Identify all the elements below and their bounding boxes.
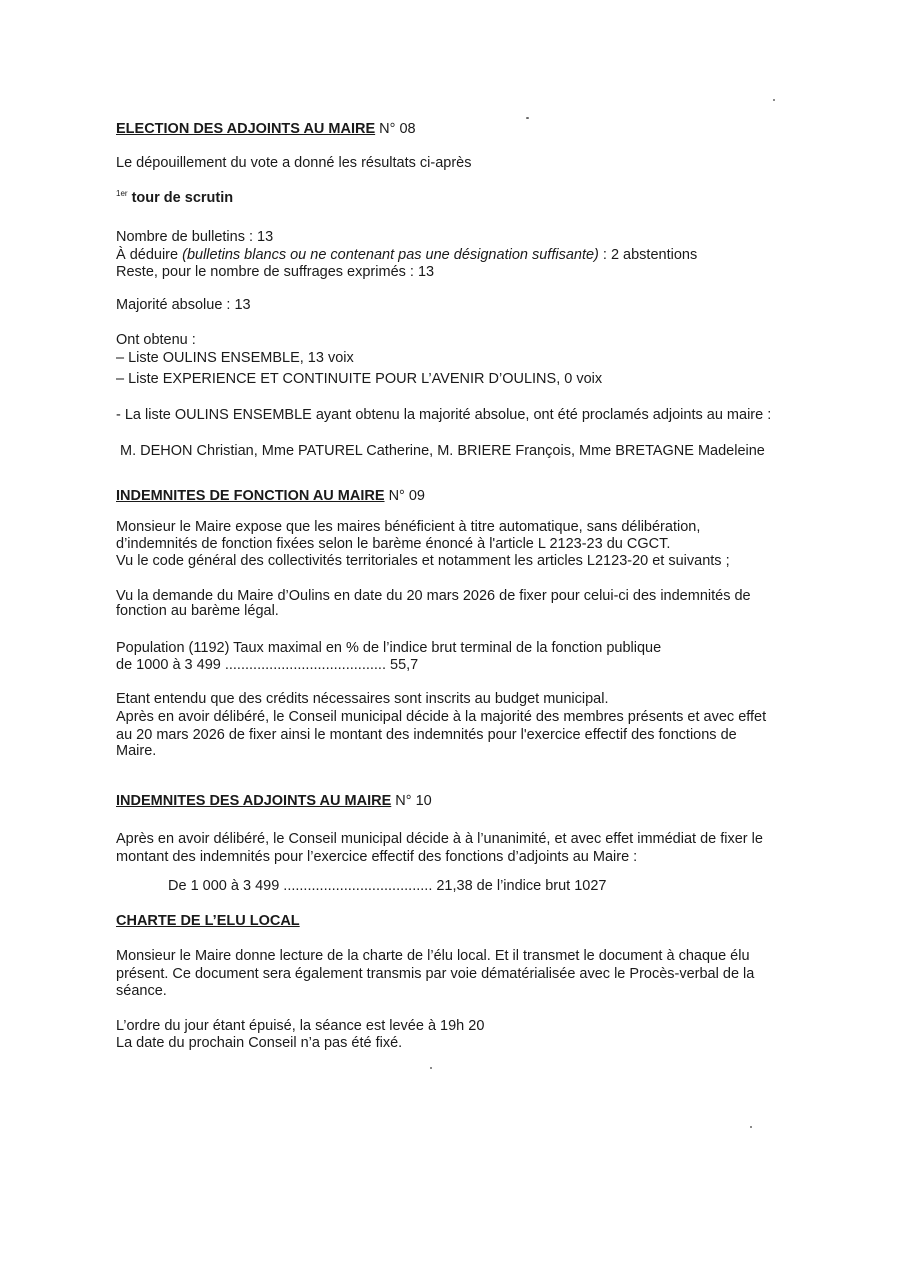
mayor-allowance-title: INDEMNITES DE FONCTION AU MAIRE [116, 488, 385, 504]
ballot-count: Nombre de bulletins : 13 [116, 229, 274, 245]
deduct-note: (bulletins blancs ou ne contenant pas une désignation suffisante) [182, 247, 599, 263]
deduct-line [116, 247, 836, 264]
deduct-suffix: : 2 abstentions [602, 247, 698, 263]
election-intro: Le dépouillement du vote a donné les résultats ci-après [116, 155, 472, 171]
mayor-p1-line2: d’indemnités de fonction fixées selon le barème énoncé à l'article L 2123-23 du CGCT. [116, 536, 671, 552]
election-round [116, 190, 816, 207]
mayor-allowance-heading [116, 488, 816, 505]
closing-line2: La date du prochain Conseil n’a pas été fixé. [116, 1035, 403, 1051]
absolute-majority: Majorité absolue : 13 [116, 297, 251, 313]
election-title: ELECTION DES ADJOINTS AU MAIRE [116, 121, 376, 137]
closing-line1: L’ordre du jour étant épuisé, la séance est levée à 19h 20 [116, 1018, 485, 1034]
round-ordinal: 1er [116, 189, 128, 199]
deputies-allowance-heading [116, 793, 816, 810]
deputies-p1-line2: montant des indemnités pour l’exercice effectif des fonctions d’adjoints au Maire : [116, 849, 638, 865]
round-label: tour de scrutin [131, 190, 234, 206]
scan-speck [526, 117, 529, 119]
mayor-p3-line1: Population (1192) Taux maximal en % de l’indice brut terminal de la fonction publique [116, 640, 662, 656]
mayor-p4-line3: au 20 mars 2026 de fixer ainsi le montant des indemnités pour l'exercice effectif des fonctions de [116, 727, 737, 743]
mayor-p1-line3: Vu le code général des collectivités territoriales et notamment les articles L2123-20 et suivants ; [116, 553, 730, 569]
obtained-label: Ont obtenu : [116, 332, 196, 348]
charter-title: CHARTE DE L’ELU LOCAL [116, 913, 300, 929]
mayor-p4-line4: Maire. [116, 743, 157, 759]
election-heading [116, 121, 816, 138]
scan-speck [773, 99, 775, 101]
mayor-p2-line1: Vu la demande du Maire d’Oulins en date du 20 mars 2026 de fixer pour celui-ci des indemnités de [116, 588, 751, 604]
deputies-rate: De 1 000 à 3 499 ..................................... 21,38 de l’indice brut 1027 [168, 878, 607, 894]
remaining-votes: Reste, pour le nombre de suffrages exprimés : 13 [116, 264, 435, 280]
list-result-2: – Liste EXPERIENCE ET CONTINUITE POUR L’AVENIR D’OULINS, 0 voix [116, 371, 603, 387]
elected-deputies: M. DEHON Christian, Mme PATUREL Catherine, M. BRIERE François, Mme BRETAGNE Madeleine [120, 443, 765, 459]
scan-speck [750, 1126, 752, 1128]
mayor-p2-line2: fonction au barème légal. [116, 603, 279, 619]
charter-p1-line2: présent. Ce document sera également transmis par voie dématérialisée avec le Procès-verbal de la [116, 966, 755, 982]
deduct-prefix: À déduire [116, 247, 179, 263]
election-number: N° 08 [379, 121, 416, 137]
deputies-allowance-number: N° 10 [395, 793, 432, 809]
scan-speck [430, 1067, 432, 1069]
charter-p1-line3: séance. [116, 983, 167, 999]
mayor-p4-line2: Après en avoir délibéré, le Conseil municipal décide à la majorité des membres présents et avec effet [116, 709, 767, 725]
deputies-p1-line1: Après en avoir délibéré, le Conseil municipal décide à à l’unanimité, et avec effet immédiat de fixer le [116, 831, 763, 847]
mayor-p3-line2: de 1000 à 3 499 ........................................ 55,7 [116, 657, 419, 673]
list-result-1: – Liste OULINS ENSEMBLE, 13 voix [116, 350, 354, 366]
mayor-p4-line1: Etant entendu que des crédits nécessaires sont inscrits au budget municipal. [116, 691, 609, 707]
deputies-allowance-title: INDEMNITES DES ADJOINTS AU MAIRE [116, 793, 392, 809]
mayor-allowance-number: N° 09 [388, 488, 425, 504]
charter-heading [116, 913, 816, 930]
mayor-p1-line1: Monsieur le Maire expose que les maires bénéficient à titre automatique, sans délibération, [116, 519, 701, 535]
charter-p1-line1: Monsieur le Maire donne lecture de la charte de l’élu local. Et il transmet le document à chaque élu [116, 948, 750, 964]
proclamation: - La liste OULINS ENSEMBLE ayant obtenu la majorité absolue, ont été proclamés adjoints au maire : [116, 407, 772, 423]
